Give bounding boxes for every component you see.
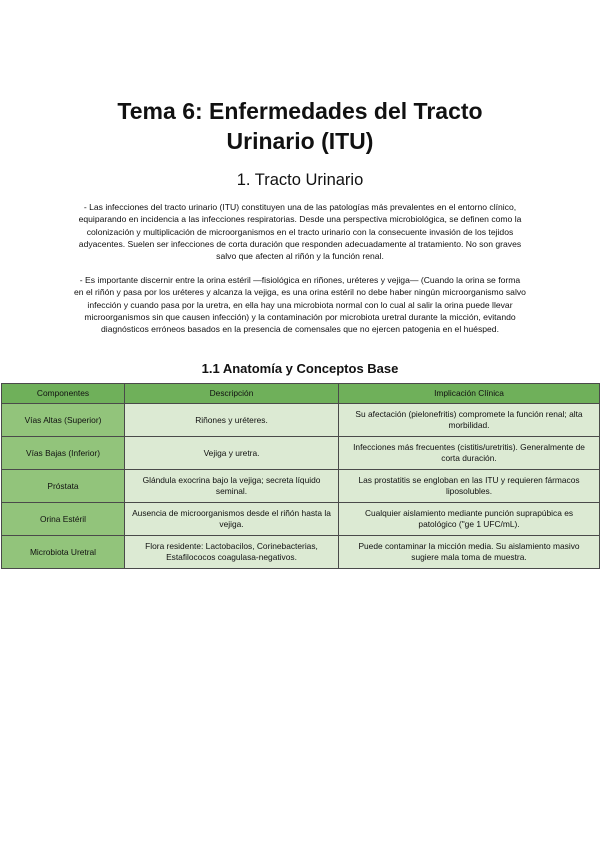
header-implicacion: Implicación Clínica — [339, 384, 600, 404]
title-line-2: Urinario (ITU) — [226, 128, 374, 154]
cell-component: Vías Altas (Superior) — [2, 404, 125, 437]
section-heading: 1. Tracto Urinario — [236, 171, 364, 189]
cell-clinical: Su afectación (pielonefritis) compromete la función renal; alta morbilidad. — [339, 404, 600, 437]
subsection-heading: 1.1 Anatomía y Conceptos Base — [201, 361, 399, 376]
header-descripcion: Descripción — [125, 384, 339, 404]
cell-component: Vías Bajas (Inferior) — [2, 437, 125, 470]
table-row — [2, 503, 600, 536]
header-componentes: Componentes — [2, 384, 125, 404]
cell-clinical: Las prostatitis se engloban en las ITU y requieren fármacos liposolubles. — [339, 470, 600, 503]
cell-clinical: Infecciones más frecuentes (cistitis/uretritis). Generalmente de corta duración. — [339, 437, 600, 470]
paragraph-intro: - Las infecciones del tracto urinario (ITU) constituyen una de las patologías más prevalentes en el entorno clínico, equiparando en incidencia a las infecciones respiratorias. Desde una perspectiva microbiológica, se definen como la colonización y multiplicación de microorganismos en el tracto urinario con la consecuente invasión de los tejidos adyacentes. Suelen ser infecciones de corta duración que responden adecuadamente al tratamiento. No son graves salvo que afecten al riñón y la función renal. — [78, 202, 522, 262]
table-row — [2, 404, 600, 437]
table-header-row — [2, 384, 600, 404]
table-row — [2, 470, 600, 503]
cell-component: Microbiota Uretral — [2, 536, 125, 569]
cell-component: Orina Estéril — [2, 503, 125, 536]
cell-component: Próstata — [2, 470, 125, 503]
document-title — [60, 96, 540, 156]
cell-description: Flora residente: Lactobacilos, Corinebacterias, Estafilococos coagulasa-negativos. — [125, 536, 339, 569]
cell-description: Glándula exocrina bajo la vejiga; secreta líquido seminal. — [125, 470, 339, 503]
title-line-1: Tema 6: Enfermedades del Tracto — [117, 98, 483, 124]
cell-description: Riñones y uréteres. — [125, 404, 339, 437]
cell-clinical: Cualquier aislamiento mediante punción suprapúbica es patológico ("ge 1 UFC/mL). — [339, 503, 600, 536]
cell-clinical: Puede contaminar la micción media. Su aislamiento masivo sugiere mala toma de muestra. — [339, 536, 600, 569]
anatomy-table — [1, 383, 600, 569]
table-row — [2, 437, 600, 470]
cell-description: Ausencia de microorganismos desde el riñón hasta la vejiga. — [125, 503, 339, 536]
paragraph-sterile-urine: - Es importante discernir entre la orina estéril —fisiológica en riñones, uréteres y vejiga— (Cuando la orina se forma en el riñón y pasa por los uréteres y alcanza la vejiga, es una orina estéril no debe haber ningún microorganismo salvo infección y cuando pasa por la uretra, en ella hay una microbiota normal con lo cual al salir la orina puede llevar microorganismos sin que causen infección) y la contaminación por microbiota uretral durante la micción, evitando diagnósticos erróneos basados en la presencia de comensales que no ejercen patogenia en el huésped. — [74, 275, 526, 335]
table-row — [2, 536, 600, 569]
cell-description: Vejiga y uretra. — [125, 437, 339, 470]
